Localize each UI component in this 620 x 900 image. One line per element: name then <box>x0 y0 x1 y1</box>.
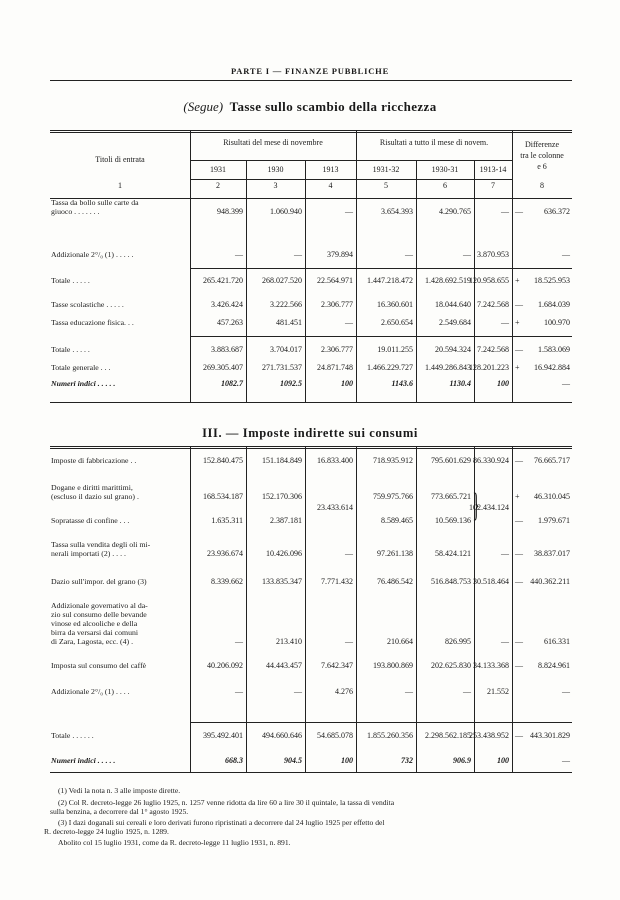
s2-cell-c5: 718.935.912 <box>373 456 413 465</box>
header-year: 1931-32 <box>372 165 400 174</box>
s1-row-label: giuoco . . . . . . . <box>51 207 100 216</box>
s1-cell-c8: — <box>562 379 570 388</box>
s2-cell-sign: — <box>515 661 523 670</box>
s1-cell-c7: 7.242.568 <box>477 345 509 354</box>
s2-cell-c7: — <box>501 549 509 558</box>
s1-row-label: Tassa educazione fisica. . . <box>51 318 134 327</box>
s2-row-label: Sopratasse di confine . . . <box>51 516 130 525</box>
s1-cell-c3: — <box>294 250 302 259</box>
s1-cell-c6: 4.290.765 <box>439 207 471 216</box>
s2-cell-c6: 906.9 <box>453 756 471 765</box>
s2-cell-c5: 210.664 <box>387 637 413 646</box>
s2-cell-c6: 58.424.121 <box>435 549 471 558</box>
s2-cell-c5: 759.975.766 <box>373 492 413 501</box>
header-rule <box>50 80 572 81</box>
s1-cell-c8: 16.942.884 <box>534 363 570 372</box>
s1-cell-c4: 379.894 <box>327 250 353 259</box>
s2-cell-c3: 151.184.849 <box>262 456 302 465</box>
s1-cell-c6: — <box>463 250 471 259</box>
header-year: 1931 <box>210 165 226 174</box>
s2-cell-c7: 34.133.368 <box>473 661 509 670</box>
year-rule <box>190 179 512 180</box>
s2-row-label: Tassa sulla vendita degli oli mi- <box>51 540 151 549</box>
s2-row-label: Totale . . . . . . <box>51 731 94 740</box>
footnote-line: (1) Vedi la nota n. 3 alle imposte dirette. <box>58 786 181 795</box>
header-year: 1930-31 <box>431 165 459 174</box>
s2-cell-c8: 440.362.211 <box>530 577 570 586</box>
s2-cell-c2: 152.840.475 <box>203 456 243 465</box>
section2-title: III. — Imposte indirette sui consumi <box>202 426 418 440</box>
s2-cell-c2: — <box>235 637 243 646</box>
s1-cell-sign: — <box>515 207 523 216</box>
s1-cell-c5: 19.011.255 <box>377 345 413 354</box>
s2-cell-c5: 8.589.465 <box>381 516 413 525</box>
header-col-number: 6 <box>443 181 447 190</box>
s1-cell-c8: 18.525.953 <box>534 276 570 285</box>
s1-cell-c2: 1082.7 <box>221 379 243 388</box>
s2-cell-c3: — <box>294 687 302 696</box>
s2-merged-c4: 23.433.614 <box>317 503 353 512</box>
section1-heading: Tasse sullo scambio della ricchezza <box>229 99 437 114</box>
s2-cell-c8: — <box>562 756 570 765</box>
s1-cell-c3: 1.060.940 <box>270 207 302 216</box>
column-rule <box>305 446 306 772</box>
s2-cell-c4: 7.642.347 <box>321 661 353 670</box>
s1-cell-c6: 1.449.286.843 <box>425 363 471 372</box>
s2-cell-c8: 616.331 <box>544 637 570 646</box>
column-rule <box>512 446 513 772</box>
s2-row-label: vinose ed alcooliche e della <box>51 619 138 628</box>
s2-row-label: Numeri indici . . . . . <box>51 756 116 765</box>
s1-cell-c2: 3.883.687 <box>211 345 243 354</box>
subtotal-rule <box>190 268 572 269</box>
header-titoli: Titoli di entrata <box>95 155 145 164</box>
header-col-number: 2 <box>216 181 220 190</box>
s1-row-label: Totale . . . . . <box>51 276 90 285</box>
s2-cell-c7: — <box>501 637 509 646</box>
s2-cell-sign: — <box>515 456 523 465</box>
s1-cell-c2: 3.426.424 <box>211 300 243 309</box>
column-rule <box>356 446 357 772</box>
s2-cell-c3: 152.170.306 <box>262 492 302 501</box>
s1-row-label: Totale . . . . . <box>51 345 90 354</box>
s2-cell-c5: 732 <box>401 756 413 765</box>
s2-cell-c2: 1.635.311 <box>211 516 243 525</box>
s1-cell-c3: 3.704.017 <box>270 345 302 354</box>
table2-bottom-rule <box>50 772 572 773</box>
s2-cell-c2: 8.339.662 <box>211 577 243 586</box>
header-col-number: 5 <box>384 181 388 190</box>
s2-cell-c3: 133.835.347 <box>262 577 302 586</box>
s2-cell-c8: 8.824.961 <box>538 661 570 670</box>
s1-row-label: Addizionale 2°/₀ (1) . . . . . <box>51 250 134 259</box>
s2-row-label: Imposta sul consumo del caffè <box>51 661 147 670</box>
s2-cell-c3: 213.410 <box>276 637 302 646</box>
s1-cell-c4: 22.564.971 <box>317 276 353 285</box>
s1-cell-c3: 3.222.566 <box>270 300 302 309</box>
s1-cell-c5: 16.360.601 <box>377 300 413 309</box>
s2-row-label: Dogane e diritti marittimi, <box>51 483 133 492</box>
s1-cell-sign: + <box>515 363 520 372</box>
s2-cell-c6: 2.298.562.185 <box>425 731 471 740</box>
section1-title <box>0 99 620 115</box>
s1-cell-c7: 7.242.568 <box>477 300 509 309</box>
s1-cell-c7: 3.870.953 <box>477 250 509 259</box>
s2-merged-c7: 102.434.124 <box>469 503 509 512</box>
s2-cell-c2: 40.206.092 <box>207 661 243 670</box>
s1-cell-c4: 2.306.777 <box>321 345 353 354</box>
s1-cell-sign: + <box>515 318 520 327</box>
s1-cell-c7: — <box>501 207 509 216</box>
s2-cell-c8: 46.310.045 <box>534 492 570 501</box>
s1-row-label: Totale generale . . . <box>51 363 111 372</box>
s1-cell-c7: 128.201.223 <box>469 363 509 372</box>
s2-cell-c6: 202.625.830 <box>431 661 471 670</box>
s1-cell-c6: 1.428.692.519 <box>425 276 471 285</box>
s1-cell-c8: — <box>562 250 570 259</box>
s2-row-label: di Zara, Lagosta, ecc. (4) . <box>51 637 134 646</box>
s2-cell-c2: 395.492.401 <box>203 731 243 740</box>
s1-cell-c5: — <box>405 250 413 259</box>
header-group-nov: Risultati del mese di novembre <box>223 138 323 147</box>
s2-row-label: birra da versarsi dai comuni <box>51 628 139 637</box>
s2-cell-c8: 443.301.829 <box>530 731 570 740</box>
section1-prefix: (Segue) <box>183 99 224 114</box>
s2-cell-c8: — <box>562 687 570 696</box>
s2-cell-c8: 38.837.017 <box>534 549 570 558</box>
header-group-tot: Risultati a tutto il mese di novem. <box>379 138 489 147</box>
s1-cell-c4: — <box>345 318 353 327</box>
s2-cell-c4: — <box>345 549 353 558</box>
s1-cell-c6: 18.044.640 <box>435 300 471 309</box>
s1-row-label: Tasse scolastiche . . . . . <box>51 300 124 309</box>
s1-cell-c7: 100 <box>497 379 509 388</box>
column-rule <box>246 446 247 772</box>
s2-cell-sign: — <box>515 637 523 646</box>
s2-row-label: Addizionale governativo al da- <box>51 601 148 610</box>
s1-cell-c5: 3.654.393 <box>381 207 413 216</box>
s1-cell-c3: 1092.5 <box>280 379 302 388</box>
s2-cell-c6: — <box>463 687 471 696</box>
s2-cell-c7: 30.518.464 <box>473 577 509 586</box>
s1-cell-c8: 636.372 <box>544 207 570 216</box>
s2-cell-c2: 168.534.187 <box>203 492 243 501</box>
column-rule <box>246 160 247 402</box>
footnote-line: sulla benzina, a decorrere dal 1° agosto 1925. <box>50 807 189 816</box>
s2-cell-c3: 494.660.646 <box>262 731 302 740</box>
s2-cell-c3: 904.5 <box>284 756 302 765</box>
s2-cell-c2: 668.3 <box>225 756 243 765</box>
s1-cell-c3: 268.027.520 <box>262 276 302 285</box>
s2-cell-c6: 826.995 <box>445 637 471 646</box>
s1-cell-sign: — <box>515 345 523 354</box>
s1-cell-c2: 948.399 <box>217 207 243 216</box>
header-diff-line: Differenze <box>524 140 560 149</box>
s2-row-label: zio sul consumo delle bevande <box>51 610 147 619</box>
s1-cell-c2: — <box>235 250 243 259</box>
s1-cell-c7: — <box>501 318 509 327</box>
s2-row-label: (escluso il dazio sul grano) . <box>51 492 139 501</box>
s2-row-label: nerali importati (2) . . . . <box>51 549 126 558</box>
s2-cell-sign: — <box>515 549 523 558</box>
s2-row-label: Dazio sull'impor. del grano (3) <box>51 577 147 586</box>
s2-cell-c2: — <box>235 687 243 696</box>
footnote-line: (3) I dazi doganali sui cereali e loro derivati furono ripristinati a decorrere dal 24 luglio 1925 per effetto del <box>58 818 385 827</box>
s2-cell-c7: 21.552 <box>487 687 509 696</box>
header-year: 1913 <box>322 165 339 174</box>
page-header: PARTE I — FINANZE PUBBLICHE <box>230 66 390 76</box>
s1-cell-c8: 1.684.039 <box>538 300 570 309</box>
s2-cell-sign: — <box>515 516 523 525</box>
s1-row-label: Numeri indici . . . . . <box>51 379 116 388</box>
s1-cell-c4: — <box>345 207 353 216</box>
column-rule <box>356 130 357 402</box>
s1-cell-c4: 24.871.748 <box>317 363 353 372</box>
s2-cell-c4: 4.276 <box>335 687 353 696</box>
s2-cell-c4: — <box>345 637 353 646</box>
s2-cell-c3: 2.387.181 <box>270 516 302 525</box>
s1-cell-c6: 20.594.324 <box>435 345 471 354</box>
header-year: 1913-14 <box>479 165 507 174</box>
s2-cell-c3: 10.426.096 <box>266 549 302 558</box>
footnote-line: R. decreto-legge 24 luglio 1925, n. 1289. <box>44 827 169 836</box>
s2-cell-c4: 7.771.432 <box>321 577 353 586</box>
s1-cell-c2: 457.263 <box>217 318 243 327</box>
header-mid-rule-nov <box>190 160 356 161</box>
column-rule <box>190 130 191 402</box>
s2-row-label: Imposte di fabbricazione . . <box>51 456 137 465</box>
s1-cell-c5: 1143.6 <box>391 379 413 388</box>
s2-cell-sign: — <box>515 731 523 740</box>
s2-cell-c7: 86.330.924 <box>473 456 509 465</box>
s2-cell-c6: 10.569.136 <box>435 516 471 525</box>
s1-cell-sign: + <box>515 276 520 285</box>
column-rule <box>512 130 513 402</box>
table2-top-rule-2 <box>50 448 572 449</box>
s1-cell-c5: 1.447.218.472 <box>367 276 413 285</box>
s2-cell-c7: 100 <box>497 756 509 765</box>
s2-cell-c2: 23.936.674 <box>207 549 243 558</box>
s1-cell-c3: 481.451 <box>276 318 302 327</box>
s2-cell-sign: — <box>515 577 523 586</box>
s1-cell-c7: 120.958.655 <box>469 276 509 285</box>
s2-row-label: Addizionale 2°/₀ (1) . . . . <box>51 687 130 696</box>
s2-cell-c5: 97.261.138 <box>377 549 413 558</box>
s1-cell-c5: 2.650.654 <box>381 318 413 327</box>
s1-cell-c4: 100 <box>341 379 353 388</box>
s1-cell-c8: 100.970 <box>544 318 570 327</box>
header-col-number: 8 <box>540 181 544 190</box>
s1-cell-c2: 269.305.407 <box>203 363 243 372</box>
header-col-number: 1 <box>118 181 122 190</box>
s2-cell-c8: 1.979.671 <box>538 516 570 525</box>
s1-cell-c2: 265.421.720 <box>203 276 243 285</box>
header-col-number: 4 <box>328 181 333 190</box>
brace-mark: } <box>472 487 480 524</box>
s2-cell-c5: 1.855.260.356 <box>367 731 413 740</box>
s2-cell-c6: 773.665.721 <box>431 492 471 501</box>
s1-cell-c3: 271.731.537 <box>262 363 302 372</box>
s1-cell-sign: — <box>515 300 523 309</box>
s2-cell-sign: + <box>515 492 520 501</box>
s2-cell-c5: — <box>405 687 413 696</box>
s2-cell-c6: 516.848.753 <box>431 577 471 586</box>
header-col-number: 3 <box>273 181 278 190</box>
s2-cell-c4: 16.833.400 <box>317 456 353 465</box>
header-mid-rule-tot <box>356 160 512 161</box>
s1-cell-c6: 1130.4 <box>449 379 471 388</box>
table1-bottom-rule <box>50 402 572 403</box>
s2-cell-c8: 76.665.717 <box>534 456 570 465</box>
s2-cell-c7: 253.438.952 <box>469 731 509 740</box>
s1-cell-c8: 1.583.069 <box>538 345 570 354</box>
s2-cell-c3: 44.443.457 <box>266 661 302 670</box>
s1-cell-c5: 1.466.229.727 <box>367 363 413 372</box>
s2-cell-c4: 100 <box>341 756 353 765</box>
header-year: 1930 <box>267 165 284 174</box>
s1-cell-c4: 2.306.777 <box>321 300 353 309</box>
subtotal-rule <box>190 336 572 337</box>
table-top-rule-2 <box>50 132 572 133</box>
header-diff-line: tra le colonne <box>520 151 564 160</box>
header-diff-line: e 6 <box>537 162 547 171</box>
s2-cell-c4: 54.685.078 <box>317 731 353 740</box>
footnote-line: (2) Col R. decreto-legge 26 luglio 1925, n. 1257 venne ridotta da lire 60 a lire 30 il quintale, la tassa di vendita <box>58 798 395 807</box>
s2-cell-c5: 193.800.869 <box>373 661 413 670</box>
header-col-number: 7 <box>491 181 495 190</box>
footnote-line: Abolito col 15 luglio 1931, come da R. decreto-legge 11 luglio 1931, n. 891. <box>58 838 291 847</box>
s1-cell-c6: 2.549.684 <box>439 318 471 327</box>
subtotal-rule <box>190 722 572 723</box>
s2-cell-c6: 795.601.629 <box>431 456 471 465</box>
s2-cell-c5: 76.486.542 <box>377 577 413 586</box>
s1-row-label: Tassa da bollo sulle carte da <box>51 198 139 207</box>
